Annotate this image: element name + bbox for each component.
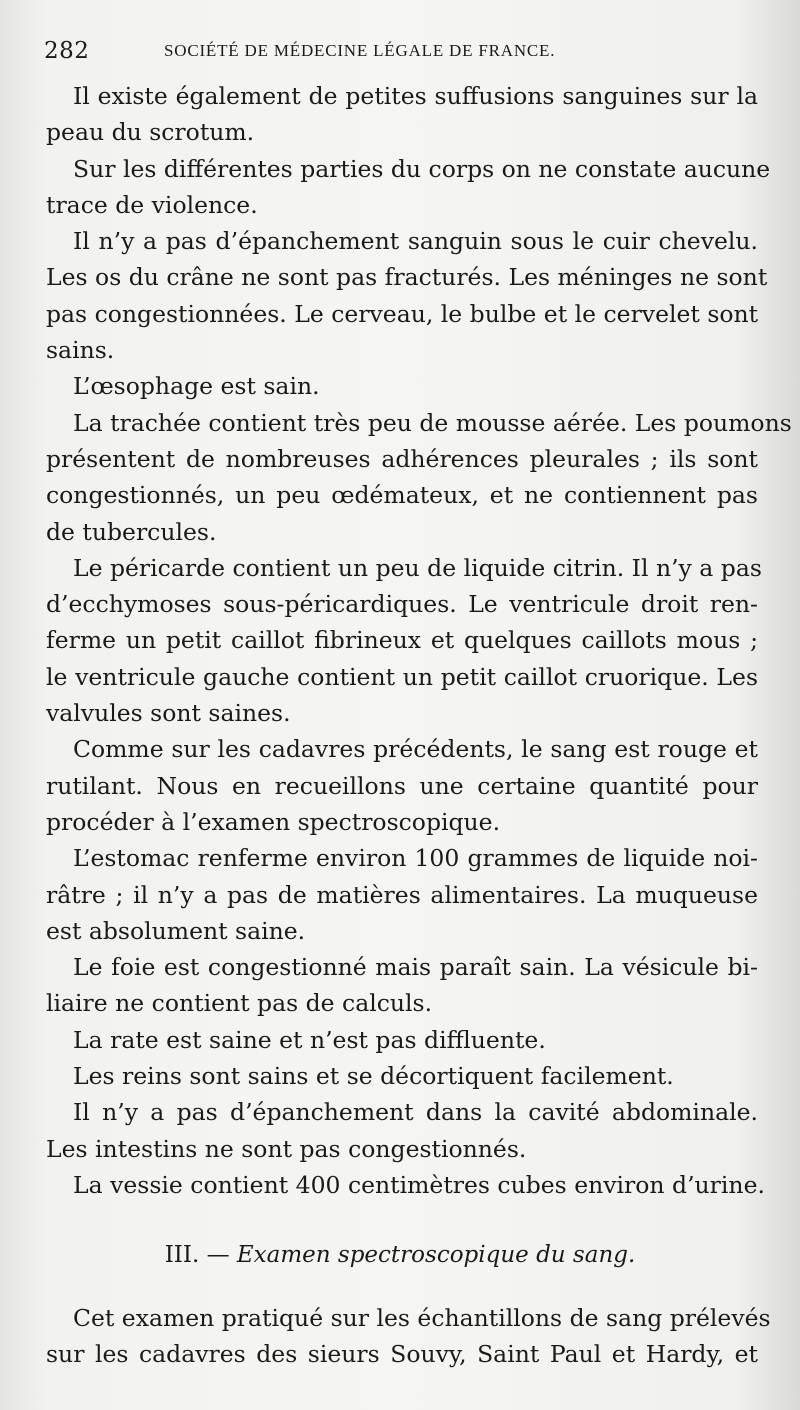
tail-paragraph <box>46 1300 771 1373</box>
text-line: sur les cadavres des sieurs Souvy, Saint Paul et Hardy, et <box>46 1340 758 1369</box>
text-line: râtre ; il n’y a pas de matières alimentaires. La muqueuse <box>46 880 758 909</box>
paragraph <box>46 949 758 1022</box>
paragraph <box>46 1167 765 1203</box>
running-title: SOCIÉTÉ DE MÉDECINE LÉGALE DE FRANCE. <box>164 41 556 60</box>
text-line: Les reins sont sains et se décortiquent facilement. <box>73 1062 674 1091</box>
text-line: Le foie est congestionné mais paraît sain. La vésicule bi- <box>73 953 758 982</box>
text-line: L’estomac renferme environ 100 grammes de liquide noi- <box>73 844 758 873</box>
text-line: Cet examen pratiqué sur les échantillons de sang prélevés <box>73 1304 771 1332</box>
text-line: La rate est saine et n’est pas diffluente. <box>73 1025 546 1054</box>
text-line: congestionnés, un peu œdémateux, et ne contiennent pas <box>46 481 758 510</box>
text-line: Il n’y a pas d’épanchement dans la cavité abdominale. <box>73 1098 758 1127</box>
page-number: 282 <box>44 38 90 64</box>
section-number: III. — <box>164 1242 237 1268</box>
text-line: présentent de nombreuses adhérences pleurales ; ils sont <box>46 444 758 473</box>
text-line: liaire ne contient pas de calculs. <box>46 989 433 1018</box>
paragraph <box>46 550 762 731</box>
text-line: rutilant. Nous en recueillons une certaine quantité pour <box>46 771 758 800</box>
paragraph <box>46 731 758 840</box>
text-line: trace de violence. <box>46 190 258 219</box>
paragraph <box>46 840 758 949</box>
paragraph <box>46 1094 758 1167</box>
text-line: pas congestionnées. Le cerveau, le bulbe et le cervelet sont <box>46 299 759 328</box>
paragraph <box>46 78 758 151</box>
text-line: peau du scrotum. <box>46 118 255 147</box>
text-line: Il existe également de petites suffusions sanguines sur la <box>73 82 758 110</box>
text-line: Comme sur les cadavres précédents, le sang est rouge et <box>73 735 758 764</box>
text-line: L’œsophage est sain. <box>73 372 320 401</box>
text-line: le ventricule gauche contient un petit caillot cruorique. Les <box>46 662 758 691</box>
running-head <box>44 38 764 68</box>
text-line: Les intestins ne sont pas congestionnés. <box>46 1134 527 1163</box>
text-line: Sur les différentes parties du corps on ne constate aucune <box>73 154 771 183</box>
text-line: La vessie contient 400 centimètres cubes environ d’urine. <box>73 1170 765 1199</box>
section-title: Examen spectroscopique du sang. <box>236 1242 636 1268</box>
text-line: valvules sont saines. <box>46 699 291 728</box>
text-line: La trachée contient très peu de mousse aérée. Les poumons <box>73 408 792 437</box>
text-line: sains. <box>46 336 115 365</box>
paragraph <box>46 151 771 224</box>
paragraph <box>46 405 792 550</box>
body-text <box>46 78 792 1203</box>
paragraph <box>46 368 758 404</box>
section-heading <box>0 1235 800 1275</box>
paragraph <box>46 1058 758 1094</box>
paragraph <box>46 1022 758 1058</box>
text-line: procéder à l’examen spectroscopique. <box>46 807 501 836</box>
text-line: est absolument saine. <box>46 916 306 945</box>
text-line: Le péricarde contient un peu de liquide citrin. Il n’y a pas <box>73 553 762 582</box>
text-line: ferme un petit caillot fibrineux et quelques caillots mous ; <box>46 626 758 655</box>
paragraph <box>46 223 768 368</box>
text-line: Les os du crâne ne sont pas fracturés. Les méninges ne sont <box>46 263 768 292</box>
text-line: Il n’y a pas d’épanchement sanguin sous le cuir chevelu. <box>73 227 758 256</box>
text-line: de tubercules. <box>46 517 217 546</box>
text-line: d’ecchymoses sous-péricardiques. Le ventricule droit ren- <box>46 590 758 619</box>
